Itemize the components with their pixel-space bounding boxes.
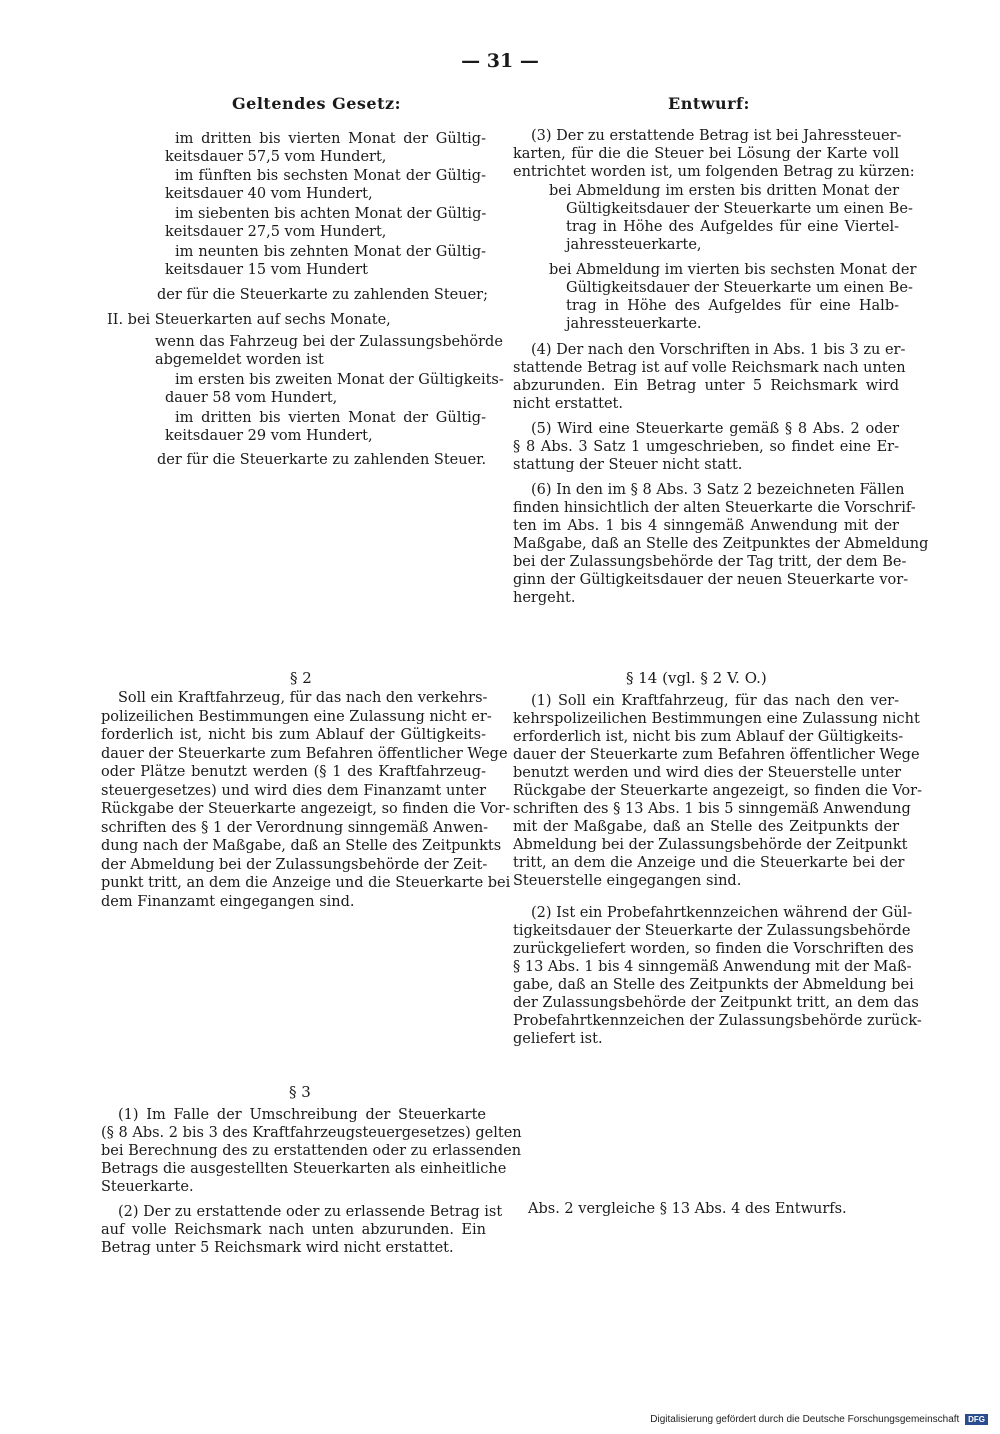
text-line: der Abmeldung bei der Zulassungsbehörde der Zeit- <box>101 856 488 873</box>
text-line: Abmeldung bei der Zulassungsbehörde der Zeitpunkt <box>513 837 908 853</box>
section-3-heading: § 3 <box>289 1083 311 1101</box>
footer-text: Digitalisierung gefördert durch die Deutsche Forschungsgemeinschaft <box>650 1414 960 1426</box>
text-line: § 13 Abs. 1 bis 4 sinngemäß Anwendung mit der Maß- <box>513 959 912 975</box>
text-line: finden hinsichtlich der alten Steuerkarte die Vorschrif- <box>513 500 916 516</box>
text-line: trag in Höhe des Aufgeldes für eine Viertel- <box>566 219 899 235</box>
text-line: keitsdauer 40 vom Hundert, <box>165 186 373 202</box>
text-line: hergeht. <box>513 590 576 606</box>
text-line: abzurunden. Ein Betrag unter 5 Reichsmark wird <box>513 378 899 394</box>
text-line: bei Abmeldung im ersten bis dritten Monat der <box>549 183 899 199</box>
text-line: polizeilichen Bestimmungen eine Zulassung nicht er- <box>101 708 492 725</box>
text-line: tigkeitsdauer der Steuerkarte der Zulassungsbehörde <box>513 923 911 939</box>
text-line: abgemeldet worden ist <box>155 352 324 368</box>
text-line: entrichtet worden ist, um folgenden Betrag zu kürzen: <box>513 164 915 180</box>
text-line: Gültigkeitsdauer der Steuerkarte um einen Be- <box>566 280 913 296</box>
text-line: der Zulassungsbehörde der Zeitpunkt tritt, an dem das <box>513 995 919 1011</box>
text-line: dauer der Steuerkarte zum Befahren öffentlicher Wege <box>513 747 920 763</box>
text-line: steuergesetzes) und wird dies dem Finanzamt unter <box>101 782 486 799</box>
text-line: Maßgabe, daß an Stelle des Zeitpunktes der Abmeldung <box>513 536 929 552</box>
text-line: Betrags die ausgestellten Steuerkarten als einheitliche <box>101 1161 507 1177</box>
text-line: bei Berechnung des zu erstattenden oder zu erlassenden <box>101 1143 522 1159</box>
text-line: jahressteuerkarte, <box>566 237 702 253</box>
text-line: (2) Der zu erstattende oder zu erlassende Betrag ist <box>118 1204 503 1220</box>
text-line: kehrspolizeilichen Bestimmungen eine Zulassung nicht <box>513 711 920 727</box>
text-line: der für die Steuerkarte zu zahlenden Steuer. <box>157 452 487 468</box>
text-line: stattende Betrag ist auf volle Reichsmark nach unten <box>513 360 906 376</box>
text-line: dem Finanzamt eingegangen sind. <box>101 893 355 910</box>
text-line: Soll ein Kraftfahrzeug, für das nach den verkehrs- <box>118 690 488 706</box>
text-line: im neunten bis zehnten Monat der Gültig- <box>175 244 486 260</box>
text-line: Steuerkarte. <box>101 1179 194 1195</box>
text-line: auf volle Reichsmark nach unten abzurunden. Ein <box>101 1222 486 1238</box>
text-line: wenn das Fahrzeug bei der Zulassungsbehörde <box>155 334 503 350</box>
text-line: mit der Maßgabe, daß an Stelle des Zeitpunkts der <box>513 819 899 835</box>
text-line: gabe, daß an Stelle des Zeitpunkts der Abmeldung bei <box>513 977 914 993</box>
text-line: der für die Steuerkarte zu zahlenden Steuer; <box>157 287 488 303</box>
text-line: im fünften bis sechsten Monat der Gültig- <box>175 168 486 184</box>
text-line: karten, für die die Steuer bei Lösung der Karte voll <box>513 146 899 162</box>
text-line: (3) Der zu erstattende Betrag ist bei Jahressteuer- <box>531 128 902 144</box>
text-line: dung nach der Maßgabe, daß an Stelle des Zeitpunkts <box>101 838 502 854</box>
section-14-heading: § 14 (vgl. § 2 V. O.) <box>626 669 767 687</box>
text-line: bei der Zulassungsbehörde der Tag tritt, der dem Be- <box>513 554 907 570</box>
section-2-heading: § 2 <box>290 669 312 687</box>
text-line: im dritten bis vierten Monat der Gültig- <box>175 131 486 147</box>
text-line: (§ 8 Abs. 2 bis 3 des Kraftfahrzeugsteuergesetzes) gelten <box>101 1125 522 1141</box>
text-line: tritt, an dem die Anzeige und die Steuerkarte bei der <box>513 855 905 871</box>
text-line: zurückgeliefert worden, so finden die Vorschriften des <box>513 941 914 957</box>
dfg-logo: DFG <box>965 1414 988 1425</box>
text-line: bei Abmeldung im vierten bis sechsten Monat der <box>549 262 917 278</box>
text-line: oder Plätze benutzt werden (§ 1 des Kraftfahrzeug- <box>101 764 486 780</box>
text-line: Rückgabe der Steuerkarte angezeigt, so finden die Vor- <box>513 783 922 799</box>
text-line: forderlich ist, nicht bis zum Ablauf der Gültigkeits- <box>101 727 486 743</box>
text-line: schriften des § 13 Abs. 1 bis 5 sinngemäß Anwendung <box>513 801 911 817</box>
text-line: im ersten bis zweiten Monat der Gültigkeits- <box>175 372 504 388</box>
text-line: Betrag unter 5 Reichsmark wird nicht erstattet. <box>101 1240 454 1256</box>
page-number: — 31 — <box>461 50 539 72</box>
text-line: dauer der Steuerkarte zum Befahren öffentlicher Wege <box>101 745 508 762</box>
text-line: Rückgabe der Steuerkarte angezeigt, so finden die Vor- <box>101 801 510 817</box>
text-line: (5) Wird eine Steuerkarte gemäß § 8 Abs. 2 oder <box>531 421 899 437</box>
text-line: keitsdauer 57,5 vom Hundert, <box>165 149 387 165</box>
text-line: dauer 58 vom Hundert, <box>165 390 338 406</box>
text-line: geliefert ist. <box>513 1031 603 1047</box>
text-line: (2) Ist ein Probefahrtkennzeichen während der Gül- <box>531 905 913 921</box>
left-column-heading: Geltendes Gesetz: <box>232 94 401 113</box>
section-3-cross-reference: Abs. 2 vergleiche § 13 Abs. 4 des Entwurfs. <box>528 1201 847 1217</box>
text-line: im siebenten bis achten Monat der Gültig- <box>175 206 487 222</box>
text-line: erforderlich ist, nicht bis zum Ablauf der Gültigkeits- <box>513 729 904 745</box>
text-line: (4) Der nach den Vorschriften in Abs. 1 bis 3 zu er- <box>531 342 906 358</box>
text-line: stattung der Steuer nicht statt. <box>513 457 743 473</box>
text-line: (6) In den im § 8 Abs. 3 Satz 2 bezeichneten Fällen <box>531 482 905 498</box>
right-column-heading: Entwurf: <box>668 94 750 113</box>
text-line: benutzt werden und wird dies der Steuerstelle unter <box>513 765 902 781</box>
text-line: keitsdauer 15 vom Hundert <box>165 262 368 278</box>
text-line: keitsdauer 29 vom Hundert, <box>165 428 373 444</box>
text-line: (1) Soll ein Kraftfahrzeug, für das nach den ver- <box>531 693 899 709</box>
text-line: § 8 Abs. 3 Satz 1 umgeschrieben, so findet eine Er- <box>513 439 899 455</box>
text-line: Steuerstelle eingegangen sind. <box>513 873 742 889</box>
text-line: II. bei Steuerkarten auf sechs Monate, <box>107 312 391 328</box>
text-line: Probefahrtkennzeichen der Zulassungsbehörde zurück- <box>513 1013 922 1029</box>
text-line: jahressteuerkarte. <box>566 316 702 332</box>
text-line: punkt tritt, an dem die Anzeige und die Steuerkarte bei <box>101 875 511 891</box>
text-line: keitsdauer 27,5 vom Hundert, <box>165 224 387 240</box>
text-line: nicht erstattet. <box>513 396 623 412</box>
text-line: trag in Höhe des Aufgeldes für eine Halb- <box>566 298 899 314</box>
text-line: (1) Im Falle der Umschreibung der Steuerkarte <box>118 1107 486 1123</box>
text-line: im dritten bis vierten Monat der Gültig- <box>175 410 486 426</box>
text-line: ginn der Gültigkeitsdauer der neuen Steuerkarte vor- <box>513 572 909 588</box>
text-line: ten im Abs. 1 bis 4 sinngemäß Anwendung mit der <box>513 518 899 534</box>
text-line: Gültigkeitsdauer der Steuerkarte um einen Be- <box>566 201 913 217</box>
text-line: schriften des § 1 der Verordnung sinngemäß Anwen- <box>101 819 489 836</box>
footer-credit <box>650 1414 988 1425</box>
